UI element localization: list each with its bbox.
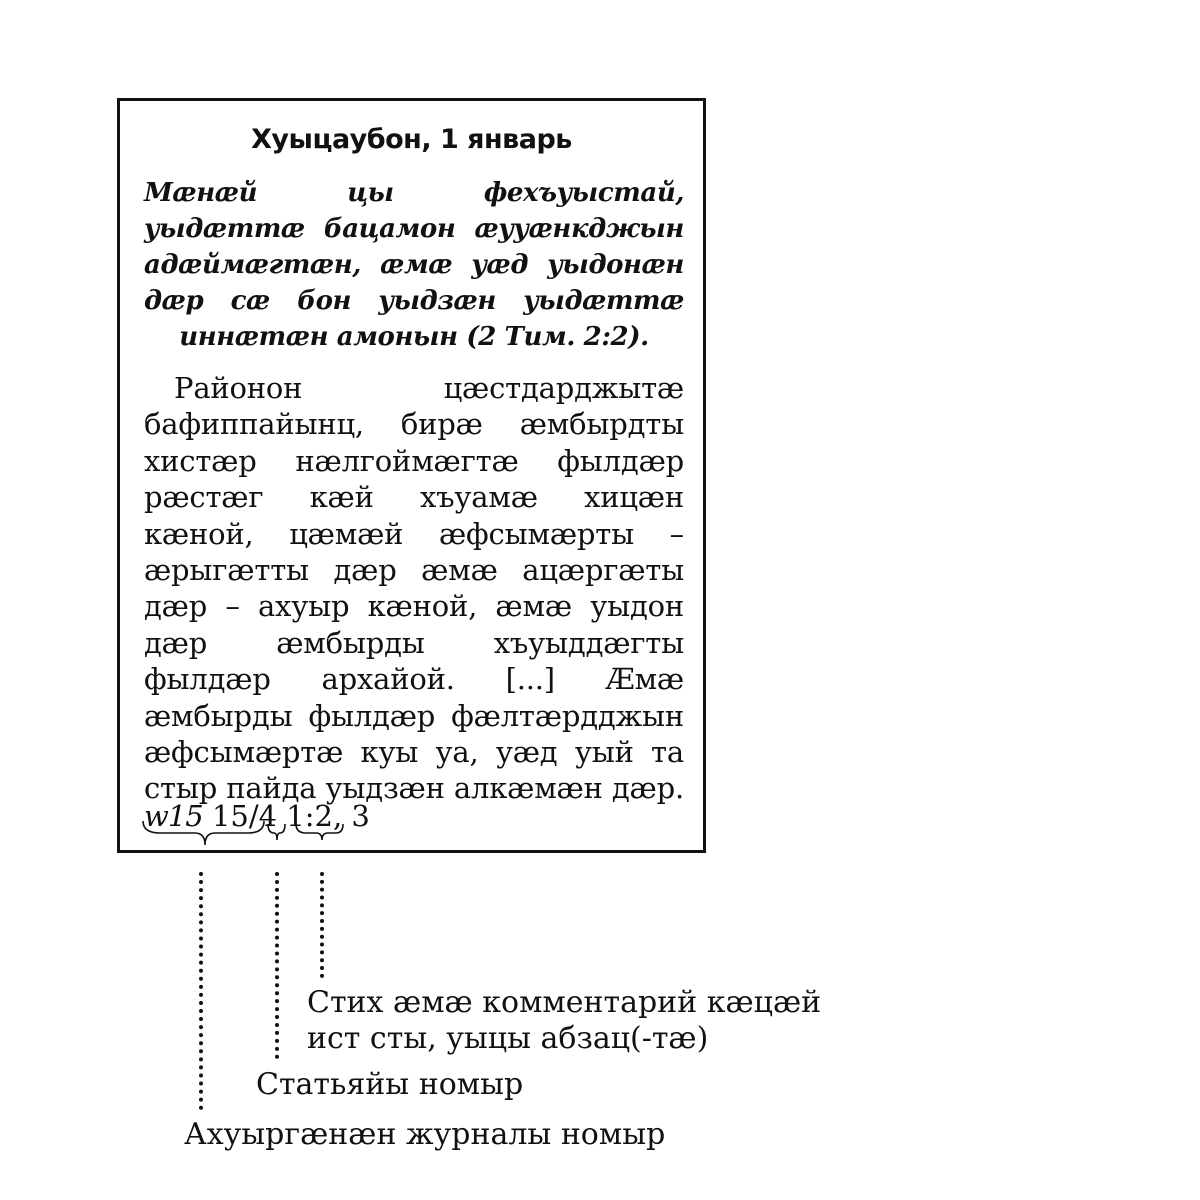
issue-number: 15/4 — [211, 799, 278, 833]
date-title: Хуыцаубон, 1 январь — [251, 124, 572, 155]
scripture-verse: Мæнæй цы фехъуыстай, уыдæттæ бацамон æууæнкджын адæймæгтæн, æмæ уæд уыдонæн дæр сæ бон уыдзæн уыдæттæ иннæтæн амонын (2 Тим. 2:2). — [144, 178, 684, 352]
daily-text-card — [117, 98, 706, 853]
commentary-text — [144, 370, 684, 807]
leader-paragraphs — [320, 872, 328, 978]
label-magazine: Ахуыргæнæн журналы номыр — [184, 1117, 666, 1152]
label-paragraphs — [307, 985, 821, 1057]
commentary-indent — [144, 371, 174, 405]
paragraph-numbers: 2, 3 — [314, 799, 370, 833]
label-article: Статьяйы номыр — [256, 1067, 524, 1102]
leader-article — [275, 872, 283, 1059]
source-reference: w15 15/4 1:2, 3 — [144, 799, 370, 833]
article-number: 1 — [286, 799, 305, 833]
label-paragraphs-line1: Стих æмæ комментарий кæцæй — [307, 985, 822, 1020]
magazine-code: w15 — [144, 799, 203, 833]
commentary-body: Районон цæстдарджытæ бафиппайынц, бирæ æмбырдты хистæр нæлгоймæгтæ фылдæр рæстæг кæй хъуамæ хицæн кæной, цæмæй æфсымæрты – æрыгæтты дæр æмæ ацæргæты дæр – ахуыр кæной, æмæ уыдон дæр æмбырды хъуыддæгты фылдæр архайой. [...] Æмæ æмбырды фылдæр фæлтæрдджын æфсымæртæ куы уа, уæд уый та стыр пайда уыдзæн алкæмæн дæр. — [144, 371, 684, 806]
leader-magazine — [199, 872, 207, 1110]
label-paragraphs-line2: ист сты, уыцы абзац(-тæ) — [307, 1021, 709, 1056]
